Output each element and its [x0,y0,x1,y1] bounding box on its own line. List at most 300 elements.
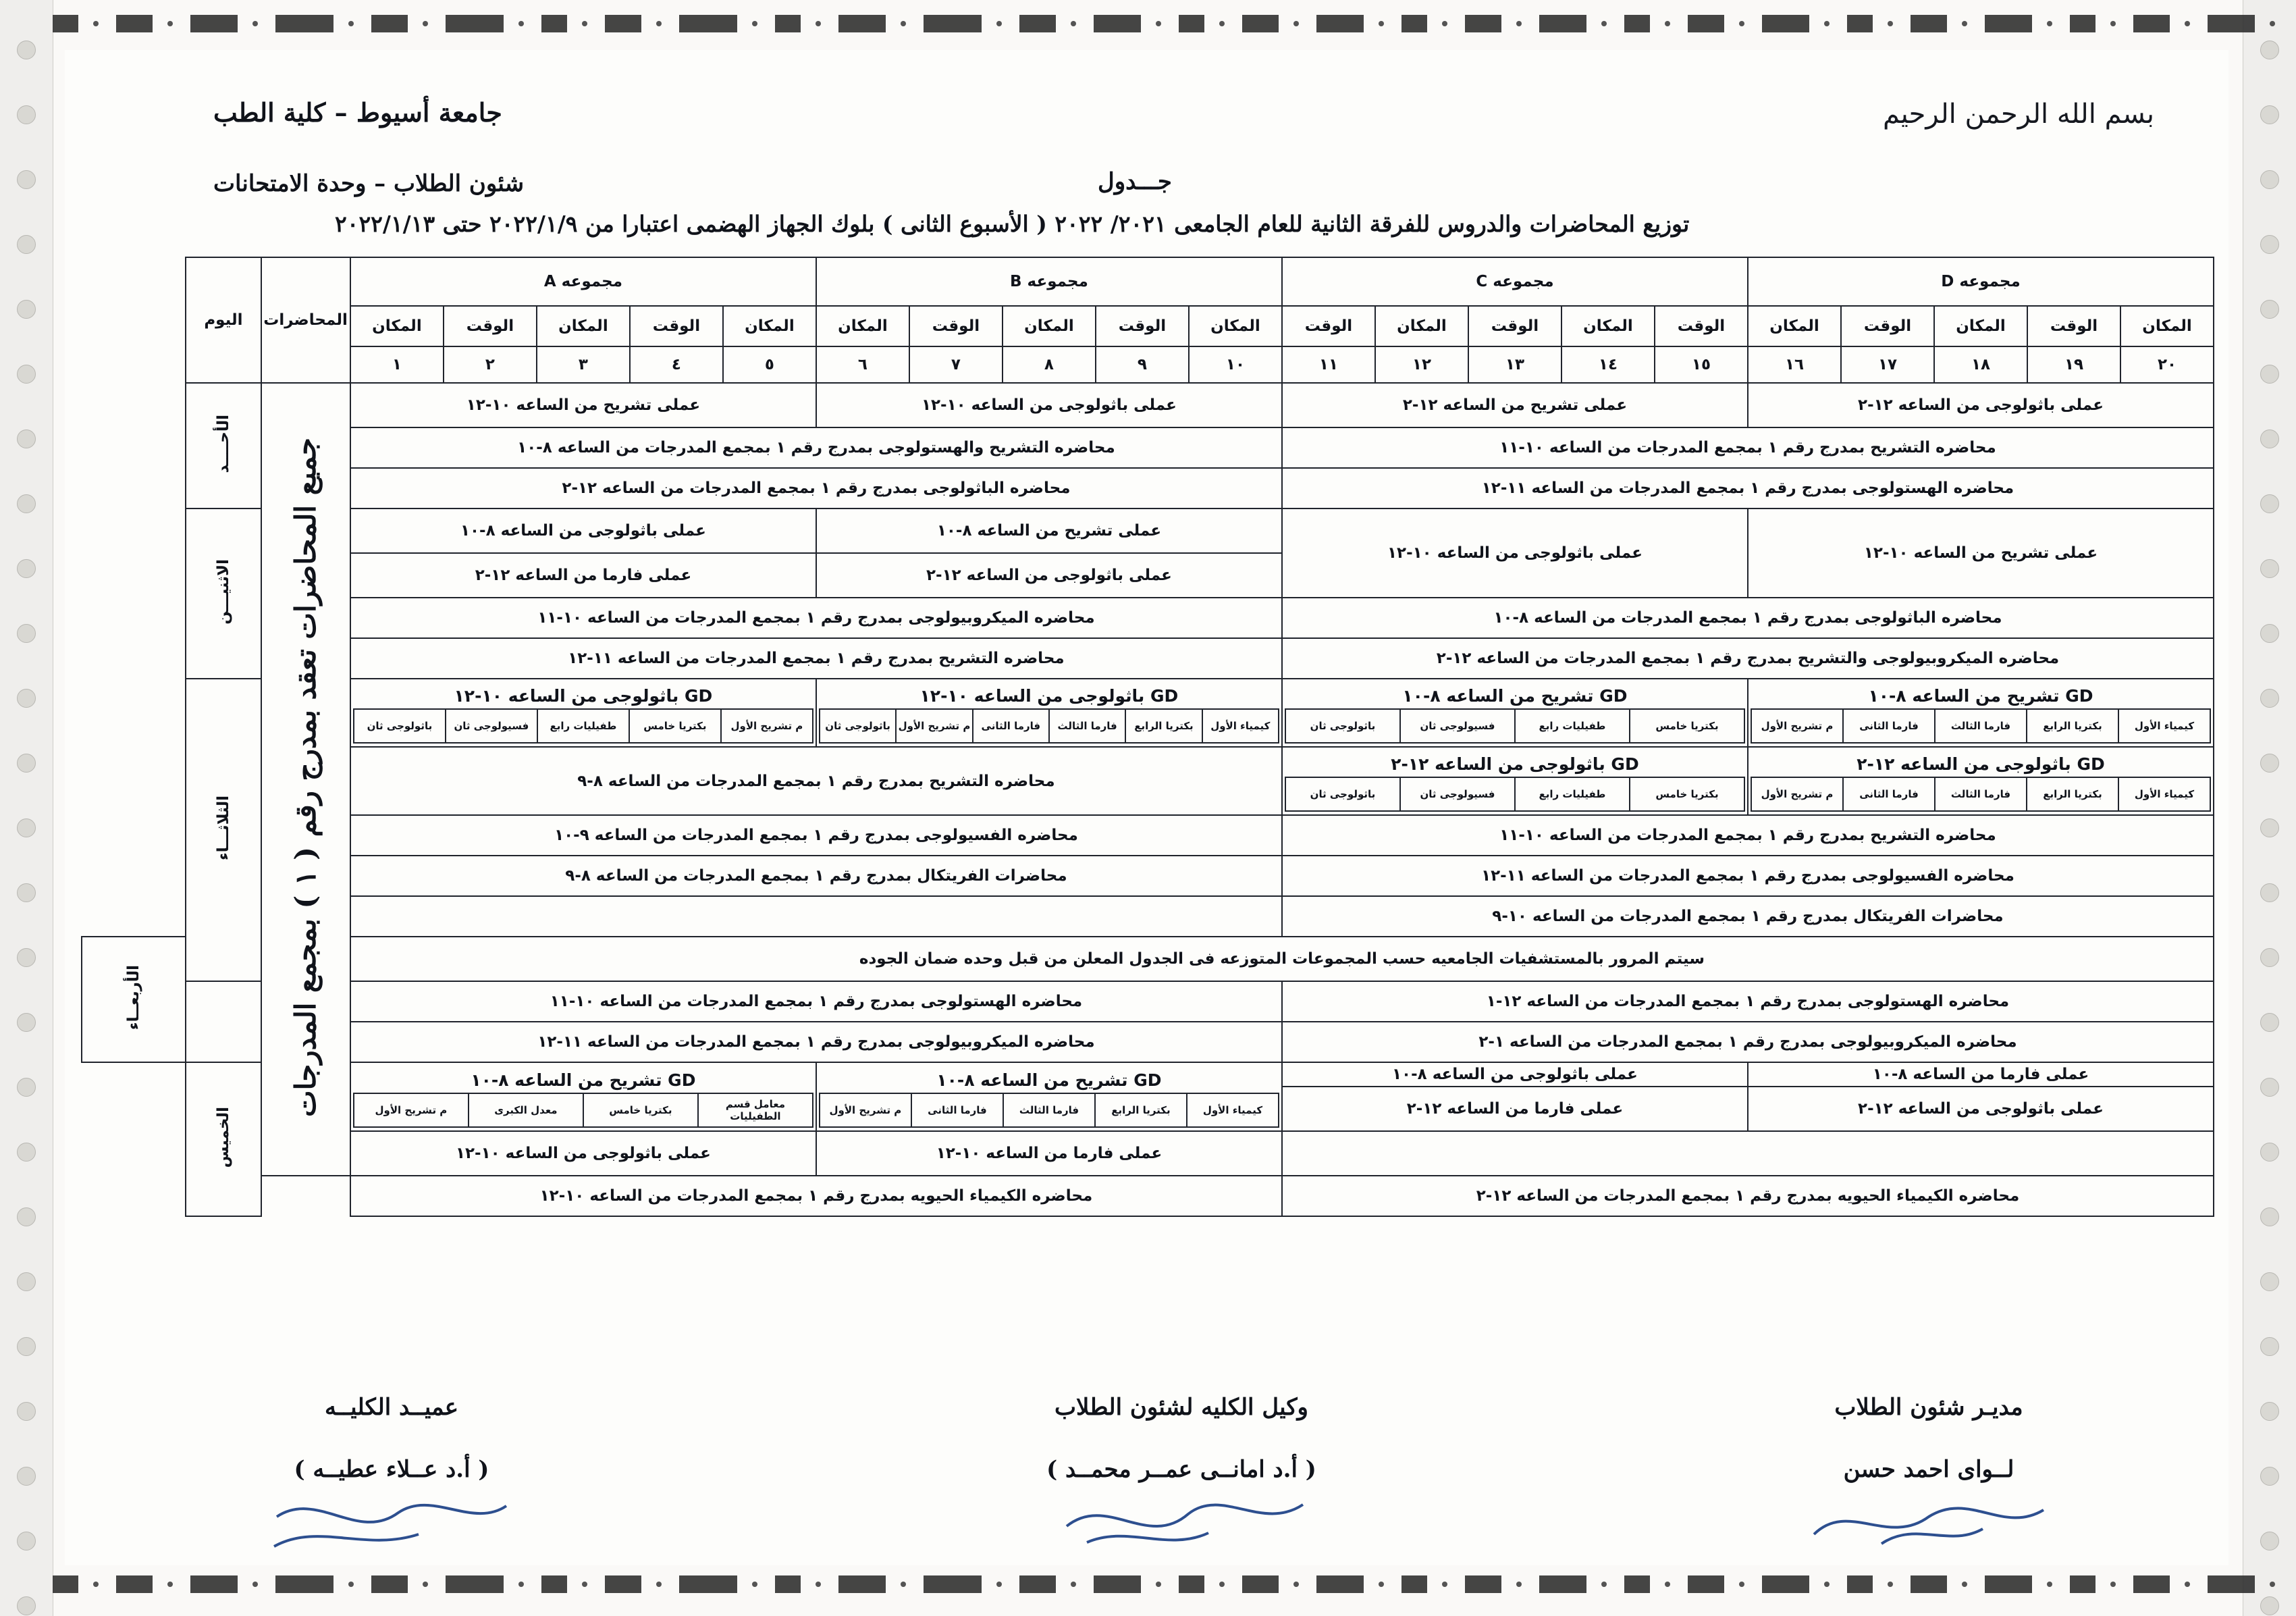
edge-dot [1156,1582,1161,1587]
schedule-word: جـــدول [1098,168,1172,195]
edge-dash [1094,1575,1141,1593]
edge-dash [1316,1575,1364,1593]
gd-cell: بكتريا خامس [629,709,721,743]
subhead: الوقت [630,306,723,346]
perforation-hole [2260,1207,2279,1226]
perforation-hole [2260,1532,2279,1550]
colnum: ٢٠ [2120,346,2214,383]
gd-cell: معامل قسم الطفيليات [698,1093,813,1127]
perforation-hole [17,494,36,513]
perforation-hole [17,1467,36,1486]
edge-dot [996,21,1002,26]
perforation-hole [2260,689,2279,708]
colnum: ١٩ [2027,346,2120,383]
group-header-b: مجموعه B [816,257,1282,306]
perforation-hole [17,624,36,643]
bismillah-text: بسم الله الرحمن الرحيم [1882,99,2154,130]
lecture-tuesday-3-right: محاضرات الفريتكال بمدرج رقم ١ بمجمع المدرجات من الساعه ٨-٩ [350,856,1282,896]
edge-dot [2270,1582,2275,1587]
gd-cell: بكتريا خامس [1630,709,1744,743]
signatory-student-affairs-manager: مديـر شئون الطلاب لــواى احمد حسن [1672,1394,2185,1561]
gd-cell: فارما الثالث [1935,777,2027,811]
perforation-hole [17,170,36,189]
edge-dot [996,1582,1002,1587]
edge-dot [93,21,99,26]
perforation-hole [17,300,36,319]
bottom-dash-strip [53,1575,2243,1598]
edge-dash [1401,1575,1427,1593]
edge-dot [167,21,173,26]
table-row [82,747,2214,815]
subhead: المكان [1934,306,2027,346]
edge-dot [93,1582,99,1587]
edge-dash [371,15,408,32]
perforation-hole [2260,235,2279,254]
edge-dash [679,15,737,32]
day-monday: الاثنيـــن [186,509,261,679]
edge-dot [1219,1582,1225,1587]
edge-dash [190,1575,238,1593]
edge-dash [2208,1575,2255,1593]
edge-dash [1316,15,1364,32]
edge-dash [1847,15,1873,32]
edge-dash [1465,15,1501,32]
gd-tuesday-d1: GD تشريح من الساعه ٨-١٠ كيمياء الأول بكتريا الرابع فارما الثالث فارما الثانى م تشريح الأول [1748,679,2214,747]
edge-dash [2133,1575,2170,1593]
edge-dash [679,1575,737,1593]
gd-tuesday-c1: GD تشريح من الساعه ٨-١٠ بكتريا خامس طفيليات رابع فسيولوجى ثان باثولوجى ثان [1282,679,1748,747]
lecture-sunday-2-right: محاضره الباثولوجى بمدرج رقم ١ بمجمع المدرجات من الساعه ١٢-٢ [350,468,1282,509]
colnum: ٨ [1003,346,1096,383]
edge-dot [348,1582,354,1587]
edge-dash [2070,15,2095,32]
edge-dash [1762,1575,1809,1593]
edge-dash [53,15,78,32]
table-row [82,1176,2214,1216]
edge-dot [1665,21,1670,26]
edge-dash [1019,15,1056,32]
gd-subcells [819,1093,1279,1128]
perforation-hole [17,41,36,59]
edge-dash [1688,1575,1724,1593]
perforation-hole [17,1272,36,1291]
practical-thursday-b2: عملى فارما من الساعه ١٠-١٢ [816,1131,1282,1176]
gd-cell: فسيولوجى ثان [446,709,537,743]
lecture-monday-2-left: محاضره الميكروبيولوجى والتشريح بمدرج رقم ١ بمجمع المدرجات من الساعه ١٢-٢ [1282,638,2214,679]
edge-dot [582,21,587,26]
gd-cell: باثولوجى ثان [1285,709,1400,743]
gd-cell: فارما الثالث [1049,709,1125,743]
edge-dot [752,21,757,26]
perforation-hole [17,1013,36,1032]
perforation-hole [2260,1337,2279,1356]
lecture-wednesday-2-left: محاضره الميكروبيولوجى بمدرج رقم ١ بمجمع المدرجات من الساعه ١-٢ [1282,1022,2214,1062]
edge-dash [1624,1575,1650,1593]
edge-dash [775,15,801,32]
perforation-hole [17,1532,36,1550]
lecture-tuesday-2-right: محاضره الفسيولوجى بمدرج رقم ١ بمجمع المدرجات من الساعه ٩-١٠ [350,815,1282,856]
gd-cell: فارما الثانى [1843,777,1935,811]
signature-mark [135,1487,648,1561]
practical-sunday-b: عملى باثولوجى من الساعه ١٠-١٢ [816,383,1282,427]
gd-cell: بكتريا الرابع [1125,709,1202,743]
edge-dash [1911,15,1947,32]
edge-dash [924,1575,982,1593]
perforation-hole [17,948,36,967]
perforation-hole [17,754,36,773]
all-lectures-note: جميع المحاضرات تعقد بمدرج رقم ( ١ ) بمجمع المدرجات [261,383,350,1176]
table-row [82,427,2214,468]
subhead: الوقت [1655,306,1748,346]
top-dash-strip [53,15,2243,38]
edge-dash [371,1575,408,1593]
gd-tuesday-c2: GD باثولوجى من الساعه ١٢-٢ بكتريا خامس طفيليات رابع فسيولوجى ثان باثولوجى ثان [1282,747,1748,815]
subhead: المكان [2120,306,2214,346]
subhead: المكان [816,306,909,346]
subhead: الوقت [1096,306,1189,346]
perforation-hole [2260,1402,2279,1421]
edge-dot [1824,21,1830,26]
table-row [82,937,2214,981]
edge-dot [1442,21,1447,26]
perforation-hole [2260,170,2279,189]
practical-thursday-c1: عملى باثولوجى من الساعه ٨-١٠ [1282,1062,1748,1087]
practical-sunday-d: عملى باثولوجى من الساعه ١٢-٢ [1748,383,2214,427]
gd-cell: فارما الثالث [1935,709,2027,743]
edge-dash [190,15,238,32]
subhead: المكان [537,306,630,346]
gd-cell: م تشريح الأول [721,709,813,743]
perforation-hole [17,1337,36,1356]
day-thursday: الخميس [186,1062,261,1216]
edge-dot [348,21,354,26]
edge-dot [1442,1582,1447,1587]
edge-dot [1962,1582,1967,1587]
edge-dot [1379,21,1384,26]
signatory-vice-dean: وكيل الكليه لشئون الطلاب ( أ.د امانــى عمــر محمــد ) [878,1394,1485,1561]
perforation-hole [17,1207,36,1226]
signature-mark [878,1487,1485,1561]
unit-title: شئون الطلاب – وحدة الامتحانات [213,170,525,197]
edge-dot [1601,1582,1607,1587]
table-row [82,856,2214,896]
perforation-hole [17,429,36,448]
table-row [82,1131,2214,1176]
perforation-hole [17,1143,36,1162]
practical-thursday-a2: عملى باثولوجى من الساعه ١٠-١٢ [350,1131,816,1176]
edge-dash [2133,15,2170,32]
edge-dash [275,15,333,32]
edge-dot [901,21,906,26]
practical-monday-b2: عملى باثولوجى من الساعه ١٢-٢ [816,553,1282,598]
subhead: المكان [1561,306,1655,346]
edge-dot [1888,1582,1893,1587]
subhead: المكان [1748,306,1841,346]
edge-dot [901,1582,906,1587]
edge-dot [1665,1582,1670,1587]
lecture-wednesday-1-left: محاضره الهستولوجى بمدرج رقم ١ بمجمع المدرجات من الساعه ١٢-١ [1282,981,2214,1022]
perforation-hole [2260,818,2279,837]
edge-dash [2208,15,2255,32]
edge-dash [775,1575,801,1593]
edge-dash [838,1575,886,1593]
edge-dot [656,1582,662,1587]
signature-mark [1672,1487,2185,1561]
edge-dash [116,1575,153,1593]
gd-cell: فارما الثانى [1843,709,1935,743]
perforation-strip-left [0,0,53,1616]
table-row [82,896,2214,937]
edge-dot [2110,1582,2116,1587]
edge-dot [1516,21,1522,26]
edge-dot [1824,1582,1830,1587]
edge-dot [752,1582,757,1587]
perforation-hole [2260,429,2279,448]
gd-cell: بكتريا خامس [583,1093,698,1127]
subhead: المكان [1375,306,1468,346]
practical-thursday-d2: عملى باثولوجى من الساعه ١٢-٢ [1748,1087,2214,1131]
gd-cell: م تشريح الأول [354,1093,469,1127]
edge-dash [605,15,641,32]
colnum: ٦ [816,346,909,383]
perforation-hole [2260,948,2279,967]
edge-dot [252,21,258,26]
colnum: ١٢ [1375,346,1468,383]
edge-dot [2110,21,2116,26]
lecture-tuesday-1-right: محاضره التشريح بمدرج رقم ١ بمجمع المدرجات من الساعه ٨-٩ [350,747,1282,815]
gd-subcells [353,1093,813,1128]
edge-dot [1516,1582,1522,1587]
gd-tuesday-d2: GD باثولوجى من الساعه ١٢-٢ كيمياء الأول بكتريا الرابع فارما الثالث فارما الثانى م تشريح الأول [1748,747,2214,815]
perforation-hole [2260,300,2279,319]
colnum: ٧ [909,346,1003,383]
edge-dot [582,1582,587,1587]
edge-dot [1739,1582,1744,1587]
lecture-thursday-left: محاضره الكيمياء الحيويه بمدرج رقم ١ بمجمع المدرجات من الساعه ١٢-٢ [1282,1176,2214,1216]
edge-dot [1219,21,1225,26]
group-header-c: مجموعه C [1282,257,1748,306]
lecture-tuesday-2-left: محاضره الفسيولوجى بمدرج رقم ١ بمجمع المدرجات من الساعه ١١-١٢ [1282,856,2214,896]
gd-cell: كيمياء الأول [2118,777,2210,811]
colnum: ٤ [630,346,723,383]
table-row [82,509,2214,553]
table-row [82,679,2214,747]
signature-block [81,1394,2212,1563]
edge-dot [816,1582,821,1587]
perforation-hole [2260,1143,2279,1162]
lecture-thursday-right: محاضره الكيمياء الحيويه بمدرج رقم ١ بمجمع المدرجات من الساعه ١٠-١٢ [350,1176,1282,1216]
lecture-sunday-1-right: محاضره التشريح والهستولوجى بمدرج رقم ١ بمجمع المدرجات من الساعه ٨-١٠ [350,427,1282,468]
lectures-column-header: المحاضرات [261,257,350,383]
colnum: ١٣ [1468,346,1561,383]
edge-dash [275,1575,333,1593]
perforation-hole [2260,883,2279,902]
perforation-hole [17,1078,36,1097]
gd-cell: كيمياء الأول [1187,1093,1279,1127]
group-header-d: مجموعه D [1748,257,2214,306]
gd-tuesday-a1: GD باثولوجى من الساعه ١٠-١٢ م تشريح الأول بكتريا خامس طفيليات رابع فسيولوجى ثان باثولوجى ثان [350,679,816,747]
gd-cell: م تشريح الأول [1751,777,1843,811]
timetable-sheet [65,50,2228,1565]
edge-dot [1888,21,1893,26]
gd-thursday-a: GD تشريح من الساعه ٨-١٠ معامل قسم الطفيليات بكتريا خامس معدل الكبرى م تشريح الأول [350,1062,816,1131]
subhead: المكان [1003,306,1096,346]
day-wednesday: الأربعــاء [82,937,186,1062]
colnum: ٣ [537,346,630,383]
perforation-hole [17,559,36,578]
gd-cell: باثولوجى ثان [820,709,896,743]
gd-cell: م تشريح الأول [896,709,972,743]
edge-dot [816,21,821,26]
wednesday-hospital-note: سيتم المرور بالمستشفيات الجامعيه حسب المجموعات المتوزعه فى الجدول المعلن من قبل وحده ضمان الجوده [350,937,2214,981]
colnum: ١ [350,346,444,383]
edge-dash [541,1575,567,1593]
edge-dot [2185,21,2190,26]
gd-cell: فارما الثانى [911,1093,1003,1127]
day-sunday: الأحــــد [186,383,261,509]
day-column-header: اليوم [186,257,261,383]
perforation-hole [2260,1078,2279,1097]
edge-dot [656,21,662,26]
gd-cell: معدل الكبرى [469,1093,583,1127]
perforation-hole [2260,754,2279,773]
gd-subcells [1751,708,2211,744]
lecture-tuesday-1-left: محاضره التشريح بمدرج رقم ١ بمجمع المدرجات من الساعه ١٠-١١ [1282,815,2214,856]
lecture-tuesday-3-left: محاضرات الفريتكال بمدرج رقم ١ بمجمع المدرجات من الساعه ١٠-٩ [1282,896,2214,937]
perforation-hole [2260,365,2279,384]
edge-dash [1179,1575,1204,1593]
edge-dot [2047,21,2052,26]
edge-dash [2070,1575,2095,1593]
university-title: جامعة أسيوط – كلية الطب [213,97,502,128]
edge-dot [1739,21,1744,26]
edge-dash [838,15,886,32]
edge-dash [446,1575,504,1593]
practical-sunday-c: عملى تشريح من الساعه ١٢-٢ [1282,383,1748,427]
edge-dot [2270,21,2275,26]
thursday-blank-left [1282,1131,2214,1176]
gd-subcells [353,708,813,744]
edge-dash [1539,15,1586,32]
edge-dash [1911,1575,1947,1593]
perforation-hole [17,1402,36,1421]
colnum: ١١ [1282,346,1375,383]
perforation-hole [17,883,36,902]
practical-sunday-a: عملى تشريح من الساعه ١٠-١٢ [350,383,816,427]
colnum: ١٥ [1655,346,1748,383]
edge-dot [1962,21,1967,26]
lecture-monday-1-left: محاضره الباثولوجى بمدرج رقم ١ بمجمع المدرجات من الساعه ٨-١٠ [1282,598,2214,638]
colnum: ٥ [723,346,816,383]
subhead: الوقت [1841,306,1934,346]
perforation-hole [2260,41,2279,59]
edge-dash [1985,15,2032,32]
practical-monday-a2: عملى فارما من الساعه ١٢-٢ [350,553,816,598]
edge-dash [1465,1575,1501,1593]
practical-thursday-d1: عملى فارما من الساعه ٨-١٠ [1748,1062,2214,1087]
edge-dash [541,15,567,32]
edge-dash [1762,15,1809,32]
subhead: المكان [350,306,444,346]
edge-dot [1601,21,1607,26]
subhead: الوقت [1282,306,1375,346]
subhead: المكان [1189,306,1282,346]
gd-tuesday-b1: GD باثولوجى من الساعه ١٠-١٢ كيمياء الأول بكتريا الرابع فارما الثالث فارما الثانى م تشريح الأول باثولوجى ثان [816,679,1282,747]
perforation-hole [2260,1596,2279,1615]
perforation-hole [2260,105,2279,124]
practical-thursday-c2: عملى فارما من الساعه ١٢-٢ [1282,1087,1748,1131]
gd-cell: كيمياء الأول [2118,709,2210,743]
perforation-strip-right [2243,0,2296,1616]
edge-dot [1293,1582,1299,1587]
colnum: ١٨ [1934,346,2027,383]
lecture-monday-2-right: محاضره التشريح بمدرج رقم ١ بمجمع المدرجات من الساعه ١١-١٢ [350,638,1282,679]
gd-thursday-b: GD تشريح من الساعه ٨-١٠ كيمياء الأول بكتريا الرابع فارما الثالث فارما الثانى م تشريح الأول [816,1062,1282,1131]
gd-subcells [819,708,1279,744]
document-header [65,50,2228,237]
edge-dash [446,15,504,32]
perforation-hole [17,105,36,124]
edge-dash [605,1575,641,1593]
colnum: ١٦ [1748,346,1841,383]
edge-dot [252,1582,258,1587]
edge-dash [1401,15,1427,32]
practical-monday-a1: عملى باثولوجى من الساعه ٨-١٠ [350,509,816,553]
perforation-hole [2260,1013,2279,1032]
lecture-wednesday-2-right: محاضره الميكروبيولوجى بمدرج رقم ١ بمجمع المدرجات من الساعه ١١-١٢ [350,1022,1282,1062]
edge-dash [116,15,153,32]
perforation-hole [2260,559,2279,578]
practical-monday-d: عملى تشريح من الساعه ١٠-١٢ [1748,509,2214,598]
subhead: الوقت [1468,306,1561,346]
table-row [82,598,2214,638]
gd-cell: م تشريح الأول [820,1093,911,1127]
edge-dash [1985,1575,2032,1593]
table-row [82,468,2214,509]
edge-dot [1379,1582,1384,1587]
edge-dash [924,15,982,32]
subhead: المكان [723,306,816,346]
group-header-a: مجموعه A [350,257,816,306]
lecture-monday-1-right: محاضره الميكروبيولوجى بمدرج رقم ١ بمجمع المدرجات من الساعه ١٠-١١ [350,598,1282,638]
perforation-hole [2260,1272,2279,1291]
table-row [82,1062,2214,1087]
edge-dot [1293,21,1299,26]
edge-dash [1688,15,1724,32]
signatory-dean: عميــد الكليــه ( أ.د عــلاء عطيــه ) [135,1394,648,1561]
edge-dash [1242,15,1279,32]
edge-dot [1071,1582,1076,1587]
perforation-hole [17,235,36,254]
gd-cell: فسيولوجى ثان [1400,709,1515,743]
table-row [82,981,2214,1022]
day-tuesday: الثلاثـــاء [186,679,261,981]
table-row [82,638,2214,679]
gd-cell: فسيولوجى ثان [1400,777,1515,811]
perforation-hole [17,818,36,837]
gd-cell: باثولوجى ثان [1285,777,1400,811]
edge-dash [1624,15,1650,32]
subhead: الوقت [909,306,1003,346]
colnum: ١٧ [1841,346,1934,383]
gd-subcells [1285,777,1745,812]
gd-cell: طفيليات رابع [537,709,629,743]
edge-dot [1156,21,1161,26]
gd-cell: كيمياء الأول [1202,709,1279,743]
edge-dash [1019,1575,1056,1593]
edge-dot [167,1582,173,1587]
lecture-wednesday-1-right: محاضره الهستولوجى بمدرج رقم ١ بمجمع المدرجات من الساعه ١٠-١١ [350,981,1282,1022]
